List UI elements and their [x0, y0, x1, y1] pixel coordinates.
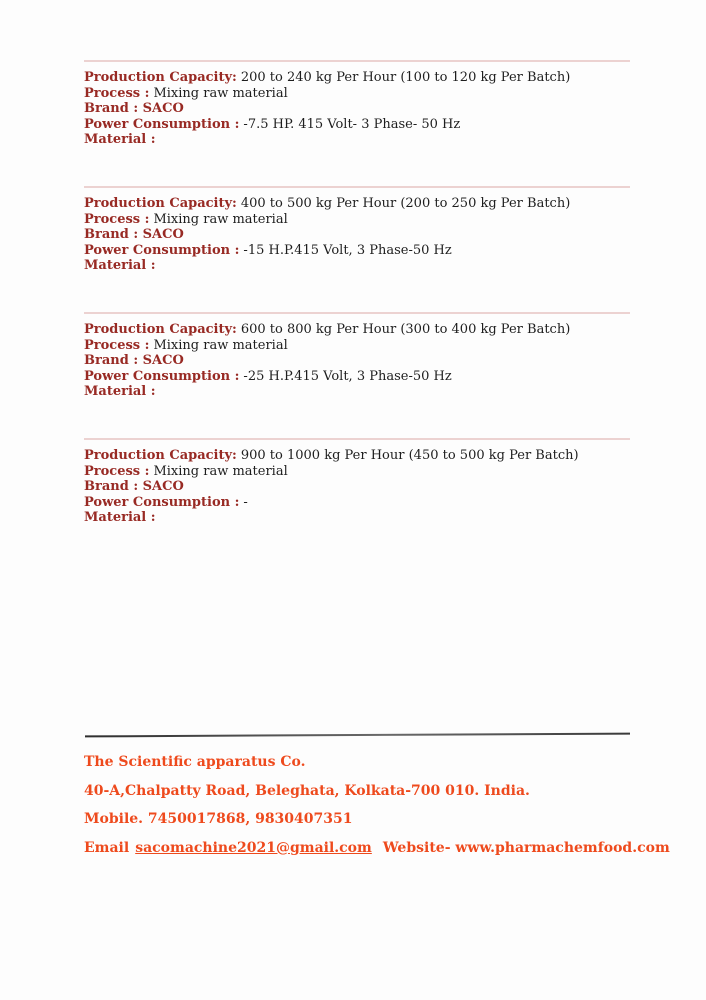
spec-row [84, 70, 630, 86]
spec-row [84, 495, 630, 511]
spec-label: Power Consumption : [84, 494, 240, 510]
spec-row [84, 479, 630, 495]
spec-row [84, 196, 630, 212]
spec-label: Process : [84, 463, 150, 479]
spec-row [84, 464, 630, 480]
spec-row [84, 384, 630, 400]
spec-row [84, 101, 630, 117]
company-name: The Scientific apparatus Co. [84, 754, 306, 770]
spec-label: Production Capacity: [84, 448, 237, 463]
product-spec-block-2 [84, 186, 630, 274]
spec-row [84, 448, 630, 464]
spec-value: 900 to 1000 kg Per Hour (450 to 500 kg Per Batch) [240, 448, 579, 463]
spec-row [84, 322, 630, 338]
spec-row [84, 353, 630, 369]
spec-label: Material : [84, 510, 156, 526]
footer-divider-line [85, 733, 630, 738]
spec-value: Mixing raw material [153, 337, 288, 353]
spec-row [84, 510, 630, 526]
spec-row [84, 132, 630, 148]
spec-row [84, 212, 630, 228]
spec-value: 400 to 500 kg Per Hour (200 to 250 kg Per Batch) [240, 196, 571, 211]
company-footer [84, 754, 670, 868]
spec-value: Mixing raw material [153, 463, 288, 479]
spec-row [84, 338, 630, 354]
product-spec-block-4 [84, 438, 630, 526]
spec-value: -7.5 HP. 415 Volt- 3 Phase- 50 Hz [243, 116, 461, 132]
email-link[interactable]: sacomachine2021@gmail.com [135, 839, 372, 856]
spec-row [84, 258, 630, 274]
spec-label: Power Consumption : [84, 368, 240, 384]
spec-label: Brand : SACO [84, 101, 184, 117]
product-spec-block-3 [84, 312, 630, 400]
spec-label: Production Capacity: [84, 196, 237, 211]
spec-row [84, 117, 630, 133]
website-text: Website- www.pharmachemfood.com [382, 839, 670, 856]
spec-label: Process : [84, 337, 150, 353]
spec-row [84, 86, 630, 102]
spec-label: Material : [84, 132, 156, 148]
spec-value: - [243, 494, 248, 510]
email-label: Email [84, 839, 130, 856]
spec-label: Power Consumption : [84, 242, 240, 258]
spec-value: Mixing raw material [153, 85, 288, 101]
spec-label: Brand : SACO [84, 479, 184, 495]
spec-value: -25 H.P.415 Volt, 3 Phase-50 Hz [243, 368, 452, 384]
spec-value: -15 H.P.415 Volt, 3 Phase-50 Hz [243, 242, 452, 258]
spec-value: Mixing raw material [153, 211, 288, 227]
spec-label: Brand : SACO [84, 227, 184, 243]
spec-label: Brand : SACO [84, 353, 184, 369]
company-address: 40-A,Chalpatty Road, Beleghata, Kolkata-700 010. India. [84, 782, 530, 799]
spec-value: 200 to 240 kg Per Hour (100 to 120 kg Per Batch) [240, 70, 571, 85]
spec-label: Power Consumption : [84, 116, 240, 132]
company-mobile: Mobile. 7450017868, 9830407351 [84, 811, 353, 827]
spec-label: Production Capacity: [84, 322, 237, 337]
spec-row [84, 369, 630, 385]
product-spec-block-1 [84, 60, 630, 148]
spec-row [84, 227, 630, 243]
spec-value: 600 to 800 kg Per Hour (300 to 400 kg Per Batch) [240, 322, 571, 337]
spec-row [84, 243, 630, 259]
spec-label: Process : [84, 211, 150, 227]
contact-line [84, 839, 670, 857]
spec-label: Production Capacity: [84, 70, 237, 85]
spec-label: Material : [84, 384, 156, 400]
spec-label: Process : [84, 85, 150, 101]
spec-label: Material : [84, 258, 156, 274]
